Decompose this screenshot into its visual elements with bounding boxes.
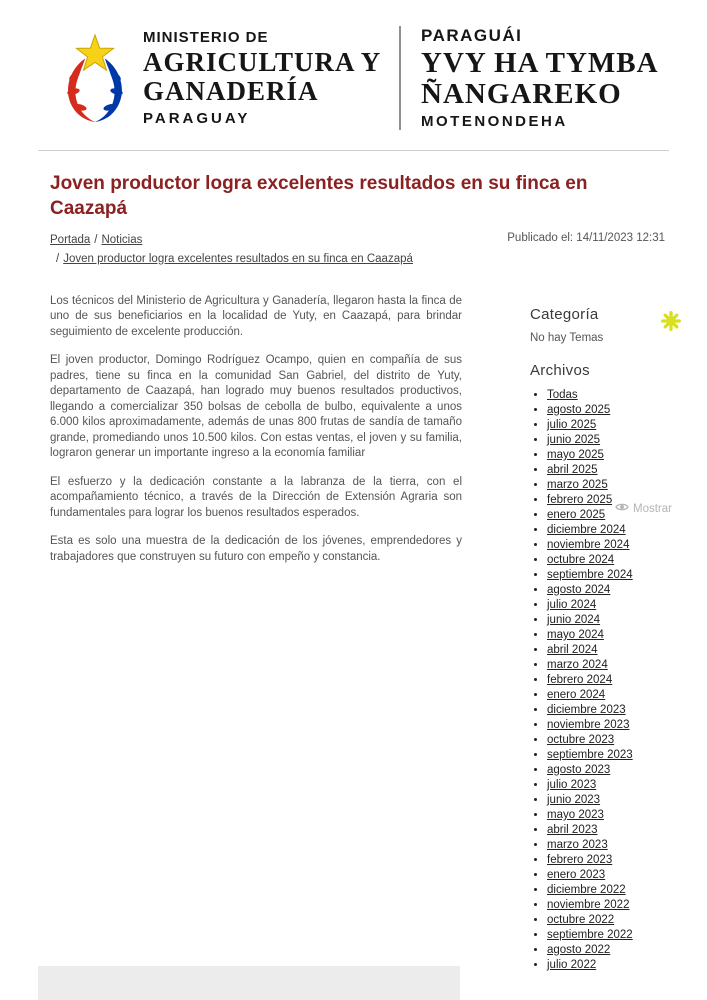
archive-list-item xyxy=(547,763,665,778)
asterisk-burst-icon xyxy=(661,318,681,335)
archive-list-item xyxy=(547,628,665,643)
archive-link[interactable]: enero 2025 xyxy=(547,508,606,521)
archive-list-item xyxy=(547,748,665,763)
archive-list-item xyxy=(547,538,665,553)
breadcrumb-current-link[interactable]: Joven productor logra excelentes resultados en su finca en Caazapá xyxy=(63,252,413,265)
archive-link[interactable]: noviembre 2022 xyxy=(547,898,630,911)
breadcrumb-separator: / xyxy=(56,252,60,265)
archive-link[interactable]: abril 2025 xyxy=(547,463,598,476)
archive-link[interactable]: mayo 2025 xyxy=(547,448,604,461)
page-title: Joven productor logra excelentes resultados en su finca en Caazapá xyxy=(50,173,588,220)
archive-link[interactable]: julio 2022 xyxy=(547,958,597,971)
archive-list-item xyxy=(547,838,665,853)
yvy-ha-tymba-label: YVY HA TYMBA xyxy=(421,47,659,80)
show-eye-icon xyxy=(615,500,629,517)
archive-link[interactable]: diciembre 2022 xyxy=(547,883,626,896)
archive-list-item xyxy=(547,823,665,838)
archive-list-item xyxy=(547,868,665,883)
archive-list-item xyxy=(547,583,665,598)
mag-emblem-icon xyxy=(55,110,135,127)
breadcrumb-noticias-link[interactable]: Noticias xyxy=(101,234,143,247)
sidebar xyxy=(530,294,665,973)
archive-link[interactable]: febrero 2023 xyxy=(547,853,613,866)
archive-list-item xyxy=(547,448,665,463)
accessibility-widget-button[interactable] xyxy=(661,311,681,331)
archive-list-item xyxy=(547,958,665,973)
archive-list-item xyxy=(547,433,665,448)
agricultura-label: AGRICULTURA Y xyxy=(143,47,382,78)
motenondeha-label: MOTENONDEHA xyxy=(421,112,568,130)
archive-link[interactable]: diciembre 2024 xyxy=(547,523,626,536)
archive-link[interactable]: septiembre 2023 xyxy=(547,748,633,761)
archive-list-item xyxy=(547,523,665,538)
archive-link[interactable]: septiembre 2024 xyxy=(547,568,633,581)
archive-link[interactable]: septiembre 2022 xyxy=(547,928,633,941)
archive-list-item xyxy=(547,703,665,718)
archive-link[interactable]: octubre 2023 xyxy=(547,733,615,746)
breadcrumb xyxy=(50,231,486,268)
archive-list-item xyxy=(547,613,665,628)
archive-link[interactable]: agosto 2025 xyxy=(547,403,611,416)
archive-list-item xyxy=(547,403,665,418)
archive-list-item xyxy=(547,553,665,568)
archive-list-item xyxy=(547,418,665,433)
published-date: Publicado el: 14/11/2023 12:31 xyxy=(507,232,665,245)
main-content xyxy=(0,268,707,973)
nangareko-label: ÑANGAREKO xyxy=(421,77,622,110)
archive-list-item xyxy=(547,568,665,583)
article-body xyxy=(50,294,462,579)
archive-link[interactable]: julio 2025 xyxy=(547,418,597,431)
archive-link[interactable]: diciembre 2023 xyxy=(547,703,626,716)
article-paragraph: Esta es solo una muestra de la dedicación de los jóvenes, emprendedores y trabajadores que construyen su futuro con empeño y constancia. xyxy=(50,535,462,563)
archive-list-item xyxy=(547,928,665,943)
archive-link[interactable]: octubre 2022 xyxy=(547,913,615,926)
archive-link[interactable]: agosto 2022 xyxy=(547,943,611,956)
archive-list-item xyxy=(547,673,665,688)
breadcrumb-portada-link[interactable]: Portada xyxy=(50,234,91,247)
archive-list-item xyxy=(547,853,665,868)
article-paragraph: El esfuerzo y la dedicación constante a la labranza de la tierra, con el acompañamiento técnico, a través de la Dirección de Extensión Agraria son fundamentales para lograr los buenos resultados esperados. xyxy=(50,475,462,519)
mostrar-tooltip xyxy=(612,499,675,518)
archive-link[interactable]: marzo 2025 xyxy=(547,478,608,491)
logo-text-spanish xyxy=(143,29,397,127)
archive-list-item xyxy=(547,718,665,733)
archive-link[interactable]: mayo 2024 xyxy=(547,628,604,641)
archive-list-item xyxy=(547,478,665,493)
archive-link[interactable]: junio 2024 xyxy=(547,613,601,626)
archive-list-item xyxy=(547,598,665,613)
article-head xyxy=(0,151,707,268)
archive-link[interactable]: mayo 2023 xyxy=(547,808,604,821)
archive-link[interactable]: noviembre 2024 xyxy=(547,538,630,551)
header-divider xyxy=(399,26,401,130)
archive-list-item xyxy=(547,808,665,823)
mag-logo[interactable] xyxy=(55,29,135,128)
archive-link[interactable]: junio 2023 xyxy=(547,793,601,806)
archive-link[interactable]: enero 2023 xyxy=(547,868,606,881)
archive-link[interactable]: agosto 2023 xyxy=(547,763,611,776)
article-paragraph: Los técnicos del Ministerio de Agricultura y Ganadería, llegaron hasta la finca de uno de sus beneficiarios en la localidad de Yuty, en Caazapá, para brindar seguimiento de excelente producción. xyxy=(50,294,462,338)
archive-link[interactable]: febrero 2024 xyxy=(547,673,613,686)
meta-row xyxy=(50,231,665,268)
paraguai-label: PARAGUÁI xyxy=(421,26,523,46)
archive-link[interactable]: abril 2023 xyxy=(547,823,598,836)
site-header xyxy=(0,0,707,146)
ganaderia-label: GANADERÍA xyxy=(143,75,319,106)
category-empty-text: No hay Temas xyxy=(530,331,604,344)
archive-list-item xyxy=(547,943,665,958)
archive-list-item xyxy=(547,913,665,928)
archive-link[interactable]: noviembre 2023 xyxy=(547,718,630,731)
logo-text-guarani xyxy=(421,26,659,130)
archive-link[interactable]: octubre 2024 xyxy=(547,553,615,566)
archive-list-item xyxy=(547,778,665,793)
archive-list-item xyxy=(547,898,665,913)
archive-link[interactable]: marzo 2023 xyxy=(547,838,608,851)
archive-list-item xyxy=(547,688,665,703)
category-heading: Categoría xyxy=(530,305,599,323)
archive-list-item xyxy=(547,733,665,748)
ministerio-de-label: MINISTERIO DE xyxy=(143,29,269,47)
archive-list-item xyxy=(547,883,665,898)
breadcrumb-current-wrap xyxy=(52,250,413,268)
archive-link[interactable]: marzo 2024 xyxy=(547,658,608,671)
article-paragraph: El joven productor, Domingo Rodríguez Ocampo, quien en compañía de sus padres, tiene su finca en la comunidad San Gabriel, del distrito de Yuty, departamento de Caazapá, han logrado muy buenos resultados productivos, llegando a comercializar 350 bolsas de cebolla de bulbo, equivalente a unos 6.000 kilos aproximadamente, además de unas 800 frutas de sandía de tamaño grande, promediando unos 10.500 kilos. Con estas ventas, el joven y su familia, lograron generar un importante ingreso a la economía familiar xyxy=(50,354,462,460)
archive-list-item xyxy=(547,658,665,673)
archive-list-item xyxy=(547,643,665,658)
footer-strip xyxy=(38,966,460,1000)
archive-link[interactable]: Todas xyxy=(547,388,578,401)
archive-link[interactable]: febrero 2025 xyxy=(547,493,613,506)
archive-link[interactable]: junio 2025 xyxy=(547,433,601,446)
archive-link[interactable]: julio 2024 xyxy=(547,598,597,611)
archives-heading: Archivos xyxy=(530,361,590,379)
archive-list-item xyxy=(547,388,665,403)
archive-link[interactable]: agosto 2024 xyxy=(547,583,611,596)
archive-list-item xyxy=(547,793,665,808)
paraguay-label: PARAGUAY xyxy=(143,109,251,127)
archive-link[interactable]: enero 2024 xyxy=(547,688,606,701)
archives-list xyxy=(530,388,665,973)
archive-link[interactable]: abril 2024 xyxy=(547,643,598,656)
archive-list-item xyxy=(547,463,665,478)
breadcrumb-separator: / xyxy=(94,234,98,247)
mostrar-label: Mostrar xyxy=(633,502,672,515)
archive-link[interactable]: julio 2023 xyxy=(547,778,597,791)
